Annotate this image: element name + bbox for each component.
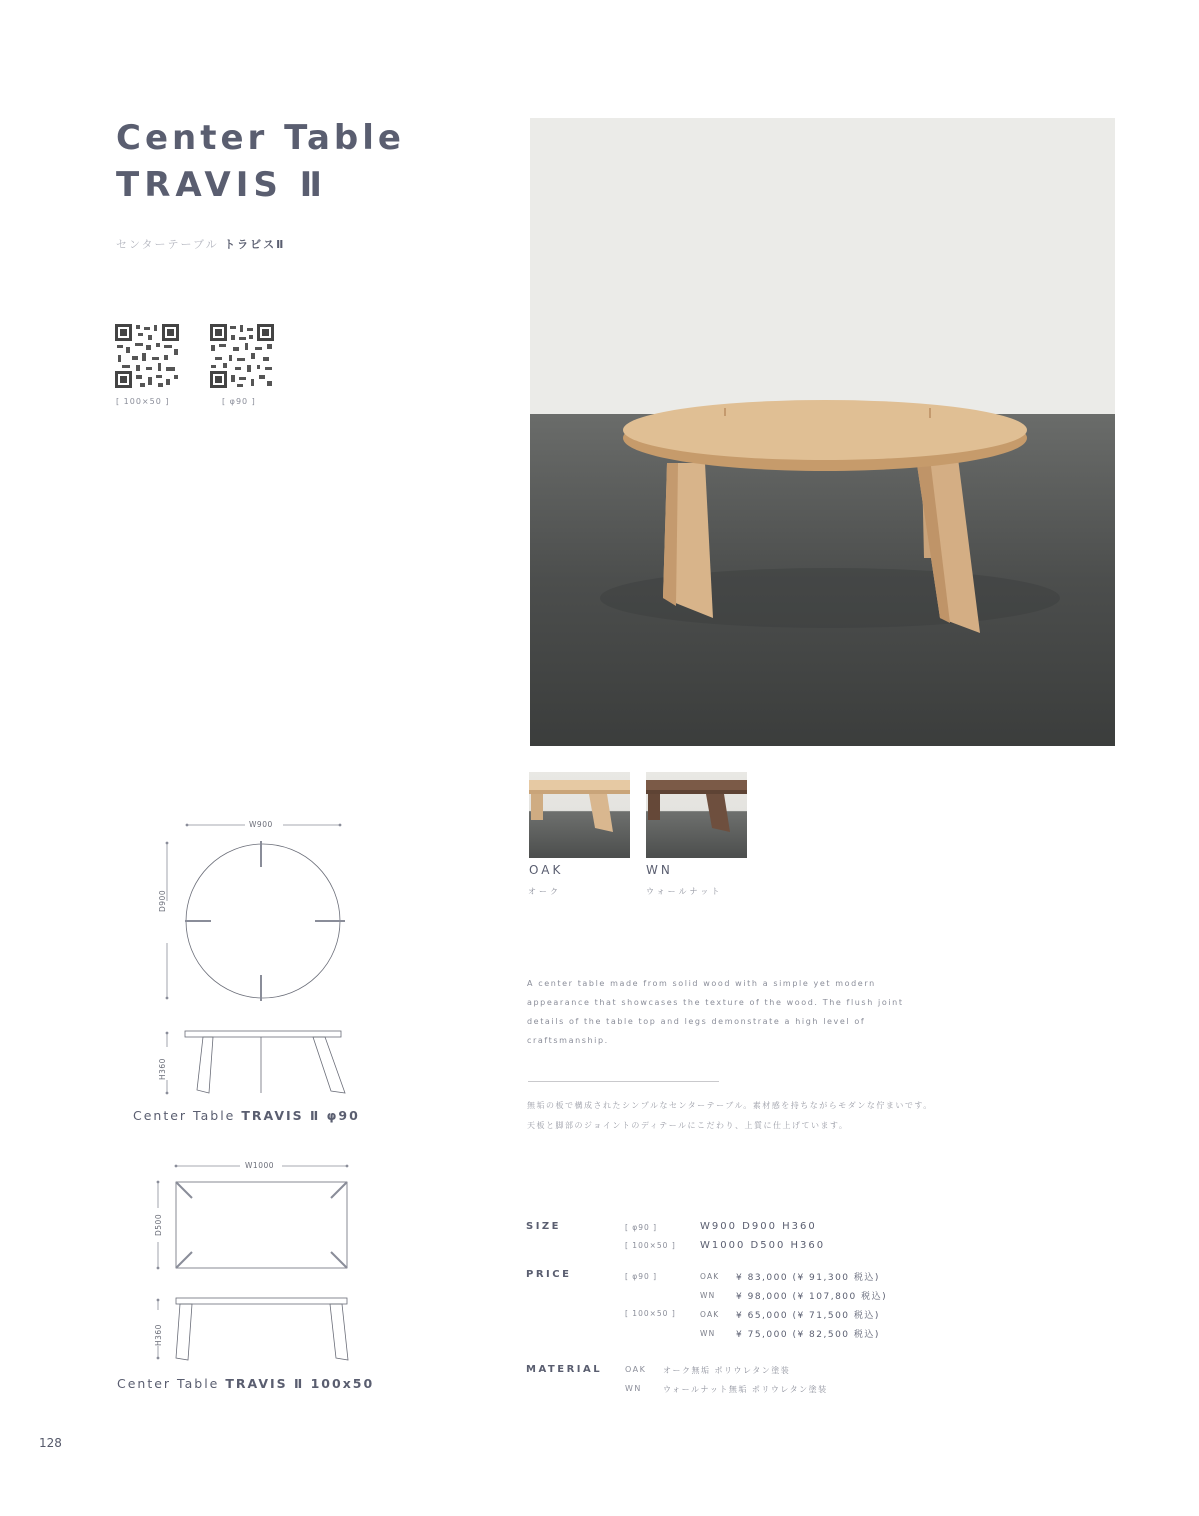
round-caption-model: TRAVIS Ⅱ φ90 [241, 1108, 360, 1123]
qr-caption-100x50: [ 100×50 ] [116, 397, 170, 406]
rect-height-label: H360 [154, 1324, 163, 1346]
finish-code-walnut: WN [646, 863, 673, 877]
size-label: SIZE [526, 1221, 562, 1232]
price-finish: WN [700, 1329, 716, 1338]
price-value: ¥ 98,000 (¥ 107,800 税込) [736, 1292, 888, 1302]
price-value: ¥ 75,000 (¥ 82,500 税込) [736, 1330, 880, 1340]
rect-caption-prefix: Center Table [117, 1376, 220, 1391]
size-variant: [ 100×50 ] [625, 1241, 676, 1250]
price-finish: WN [700, 1291, 716, 1300]
price-variant: [ φ90 ] [625, 1272, 658, 1281]
divider [528, 1081, 719, 1082]
qr-code-phi90-icon[interactable] [209, 323, 275, 389]
subtitle-jp-light: センターテーブル [116, 238, 219, 251]
price-finish: OAK [700, 1272, 720, 1281]
size-value: W1000 D500 H360 [700, 1240, 826, 1251]
page-title-line1: Center Table [116, 118, 405, 158]
round-height-label: H360 [158, 1058, 167, 1080]
finish-jp-walnut: ウォールナット [646, 887, 723, 896]
round-table-drawing [155, 815, 355, 1100]
rect-width-label: W1000 [245, 1161, 275, 1170]
material-value: ウォールナット無垢 ポリウレタン塗装 [663, 1385, 828, 1394]
finish-thumbnail-walnut[interactable] [646, 772, 747, 858]
size-value: W900 D900 H360 [700, 1221, 817, 1232]
qr-caption-phi90: [ φ90 ] [222, 397, 256, 406]
material-finish: WN [625, 1384, 642, 1393]
page-title-line2: TRAVIS Ⅱ [116, 165, 328, 205]
finish-code-oak: OAK [529, 863, 564, 877]
product-photo [530, 118, 1115, 746]
japanese-subtitle [116, 236, 285, 252]
round-drawing-caption [133, 1108, 360, 1123]
page-number: 128 [39, 1436, 62, 1450]
size-variant: [ φ90 ] [625, 1223, 658, 1232]
material-label: MATERIAL [526, 1364, 603, 1375]
material-finish: OAK [625, 1365, 647, 1374]
rect-table-drawing [150, 1158, 360, 1368]
round-caption-prefix: Center Table [133, 1108, 236, 1123]
price-variant: [ 100×50 ] [625, 1309, 676, 1318]
price-value: ¥ 65,000 (¥ 71,500 税込) [736, 1311, 880, 1321]
subtitle-jp-bold: トラビスⅡ [224, 238, 286, 251]
round-width-label: W900 [249, 820, 273, 829]
rect-depth-label: D500 [154, 1213, 163, 1236]
round-depth-label: D900 [158, 889, 167, 912]
material-value: オーク無垢 ポリウレタン塗装 [663, 1366, 791, 1375]
description-japanese: 無垢の板で構成されたシンプルなセンターテーブル。素材感を持ちながらモダンな佇まいです。天板と脚部のジョイントのディテールにこだわり、上質に仕上げています。 [527, 1101, 933, 1130]
price-finish: OAK [700, 1310, 720, 1319]
qr-code-100x50-icon[interactable] [114, 323, 180, 389]
rect-drawing-caption [117, 1376, 374, 1391]
finish-jp-oak: オーク [528, 887, 561, 896]
finish-thumbnail-oak[interactable] [529, 772, 630, 858]
price-value: ¥ 83,000 (¥ 91,300 税込) [736, 1273, 880, 1283]
price-label: PRICE [526, 1269, 572, 1280]
rect-caption-model: TRAVIS Ⅱ 100x50 [225, 1376, 375, 1391]
description-english: A center table made from solid wood with a simple yet modern appearance that showcases the texture of the wood. The flush joint details of the table top and legs demonstrate a high level of craftsmanship. [527, 979, 904, 1045]
